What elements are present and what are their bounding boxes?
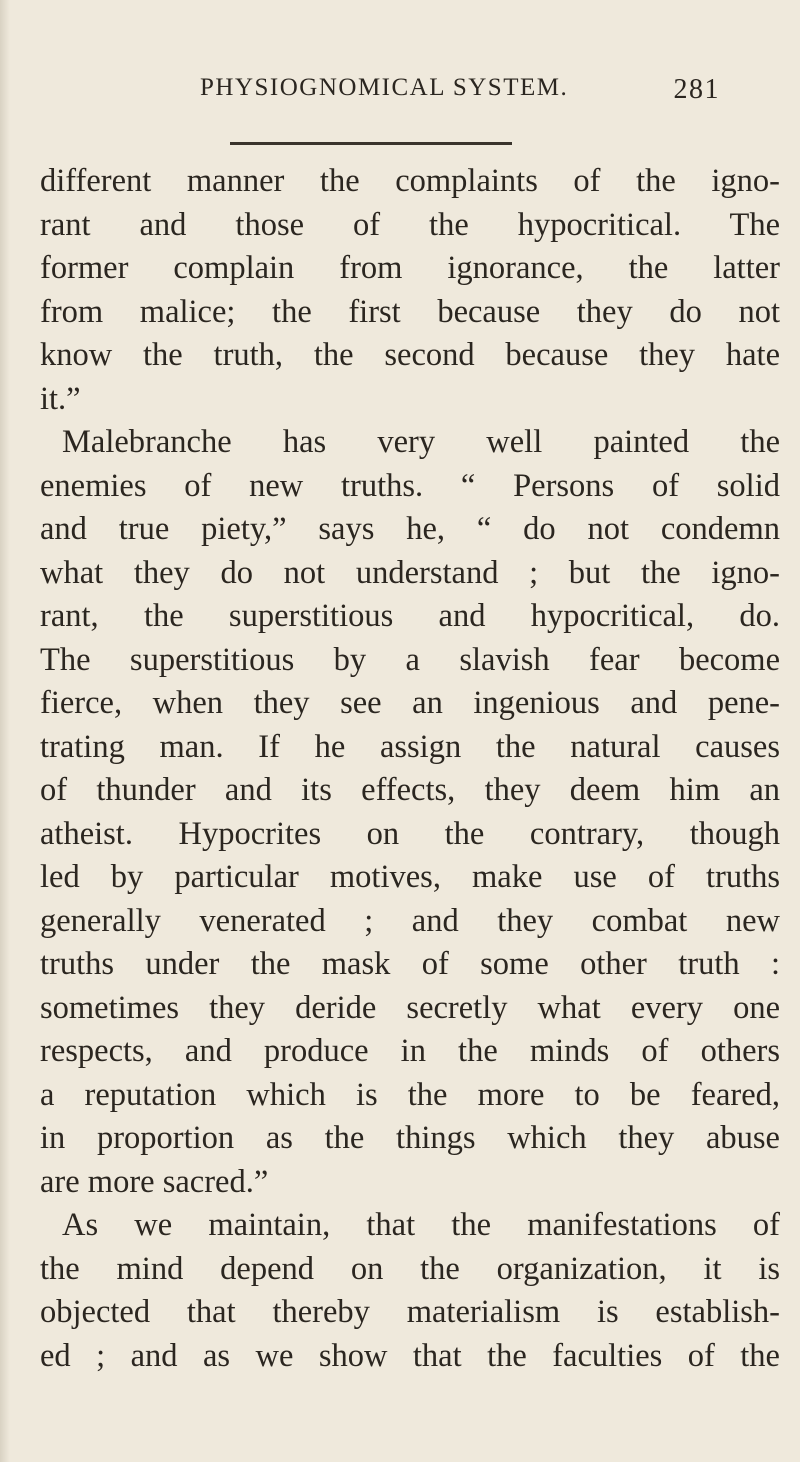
text-line: what they do not understand ; but the igno- [40,554,780,591]
text-line: respects, and produce in the minds of others [40,1033,780,1069]
text-line: former complain from ignorance, the latter [40,250,780,286]
text-line: trating man. If he assign the natural causes [40,728,780,765]
text-line: atheist. Hypocrites on the contrary, though [40,815,780,852]
page-header [200,74,720,114]
header-rule [230,142,512,145]
text-line: know the truth, the second because they hate [40,337,780,373]
text-line: As we maintain, that the manifestations of [62,1207,780,1243]
text-line: are more sacred.” [40,1163,269,1200]
text-line: ed ; and as we show that the faculties of the [40,1337,780,1374]
running-title: PHYSIOGNOMICAL SYSTEM. [200,74,569,101]
text-line: of thunder and its effects, they deem him an [40,772,780,808]
text-line: different manner the complaints of the igno- [40,163,780,199]
text-line: rant, the superstitious and hypocritical, do. [40,598,780,634]
text-line: from malice; the first because they do not [40,293,780,330]
text-line: sometimes they deride secretly what every one [40,989,780,1026]
text-line: fierce, when they see an ingenious and pene- [40,685,780,721]
page-number: 281 [673,74,720,105]
text-line: in proportion as the things which they abuse [40,1120,780,1156]
text-line: a reputation which is the more to be feared, [40,1076,780,1113]
body-text [40,160,780,1378]
text-line: Malebranche has very well painted the [62,424,780,460]
text-line: led by particular motives, make use of truths [40,859,780,895]
text-line: it.” [40,380,81,417]
text-line: and true piety,” says he, “ do not condemn [40,511,780,547]
text-line: the mind depend on the organization, it is [40,1250,780,1287]
text-line: objected that thereby materialism is establish- [40,1294,780,1330]
text-line: The superstitious by a slavish fear become [40,641,780,678]
text-line: generally venerated ; and they combat new [40,902,780,939]
page-edge [0,0,10,1462]
text-line: truths under the mask of some other truth : [40,946,780,982]
text-line: rant and those of the hypocritical. The [40,206,780,243]
text-line: enemies of new truths. “ Persons of solid [40,467,780,504]
